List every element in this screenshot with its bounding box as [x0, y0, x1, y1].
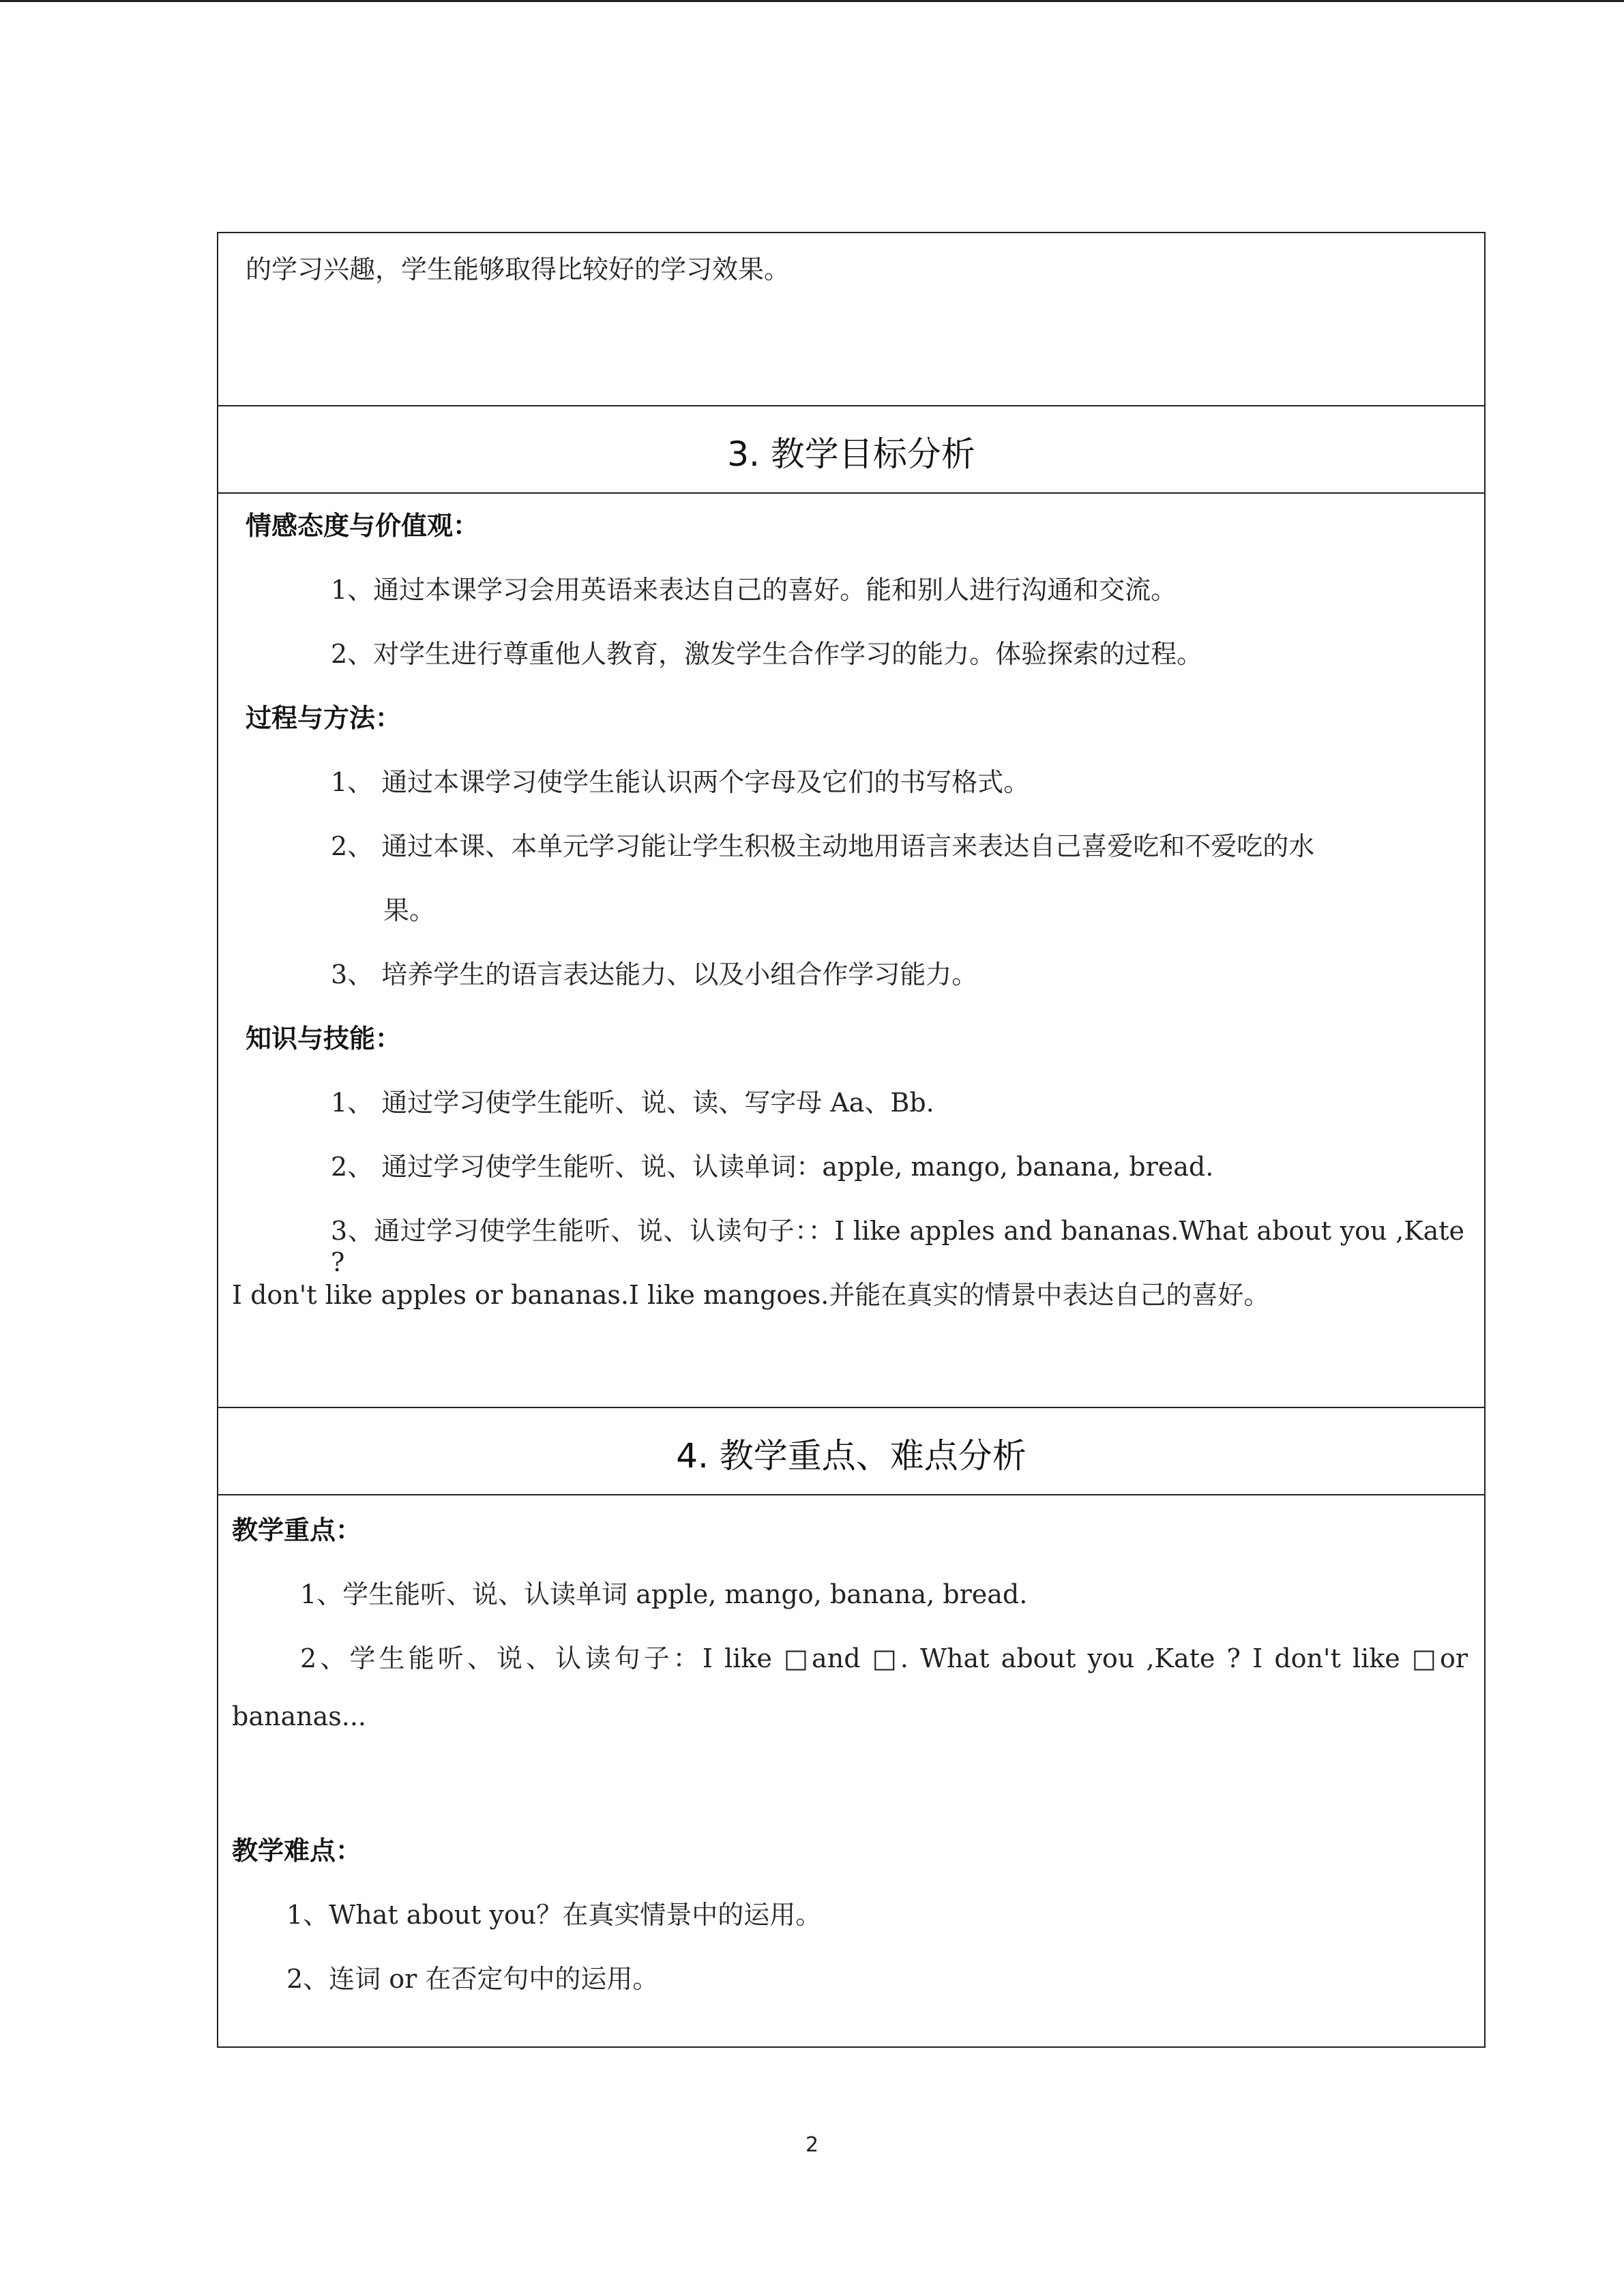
section4-content-row: [218, 1494, 1484, 2048]
continuation-text: 的学习兴趣，学生能够取得比较好的学习效果。: [246, 254, 791, 284]
section3-title-row: [218, 405, 1484, 492]
top-border-rule: [0, 0, 1624, 2]
lesson-plan-table: [217, 232, 1486, 2048]
difficult-point-item-2: 2、连词 or 在否定句中的运用。: [286, 1964, 659, 1994]
process-heading: 过程与方法：: [246, 703, 402, 733]
section4-title-row: [218, 1407, 1484, 1494]
affective-item-1: 1、通过本课学习会用英语来表达自己的喜好。能和别人进行沟通和交流。: [331, 575, 1177, 605]
key-point-item-2: 2、学生能听、说、认读句子：I like □and □. What about you ,Kate ? I don't like □or: [300, 1643, 1468, 1673]
key-point-item-1: 1、学生能听、说、认读单词 apple, mango, banana, bread.: [300, 1579, 1028, 1609]
affective-heading: 情感态度与价值观：: [246, 511, 479, 541]
process-item-2: 2、 通过本课、本单元学习能让学生积极主动地用语言来表达自己喜爱吃和不爱吃的水: [331, 831, 1315, 861]
affective-item-2: 2、对学生进行尊重他人教育，激发学生合作学习的能力。体验探索的过程。: [331, 639, 1203, 669]
process-item-1: 1、 通过本课学习使学生能认识两个字母及它们的书写格式。: [331, 767, 1030, 797]
continuation-row: [218, 233, 1484, 405]
page-number: 2: [805, 2133, 819, 2157]
difficult-points-heading: 教学难点：: [232, 1836, 362, 1866]
key-points-heading: 教学重点：: [232, 1515, 362, 1545]
difficult-point-item-1: 1、What about you？在真实情景中的运用。: [286, 1900, 822, 1930]
section3-content-row: [218, 492, 1484, 1407]
knowledge-item-1: 1、 通过学习使学生能听、说、读、写字母 Aa、Bb.: [331, 1088, 934, 1118]
knowledge-item-3: 3、通过学习使学生能听、说、认读句子：：I like apples and bananas.What about you ,Kate ?: [331, 1216, 1464, 1277]
key-point-item-2-cont: bananas...: [232, 1701, 366, 1731]
section3-title: 3. 教学目标分析: [727, 434, 975, 474]
process-item-3: 3、 培养学生的语言表达能力、以及小组合作学习能力。: [331, 959, 978, 989]
knowledge-heading: 知识与技能：: [246, 1024, 402, 1054]
knowledge-item-3-cont: I don't like apples or bananas.I like mangoes.并能在真实的情景中表达自己的喜好。: [232, 1280, 1270, 1310]
knowledge-item-2: 2、 通过学习使学生能听、说、认读单词：apple, mango, banana, bread.: [331, 1152, 1214, 1182]
process-item-2-cont: 果。: [383, 895, 436, 925]
section4-title: 4. 教学重点、难点分析: [676, 1436, 1027, 1476]
